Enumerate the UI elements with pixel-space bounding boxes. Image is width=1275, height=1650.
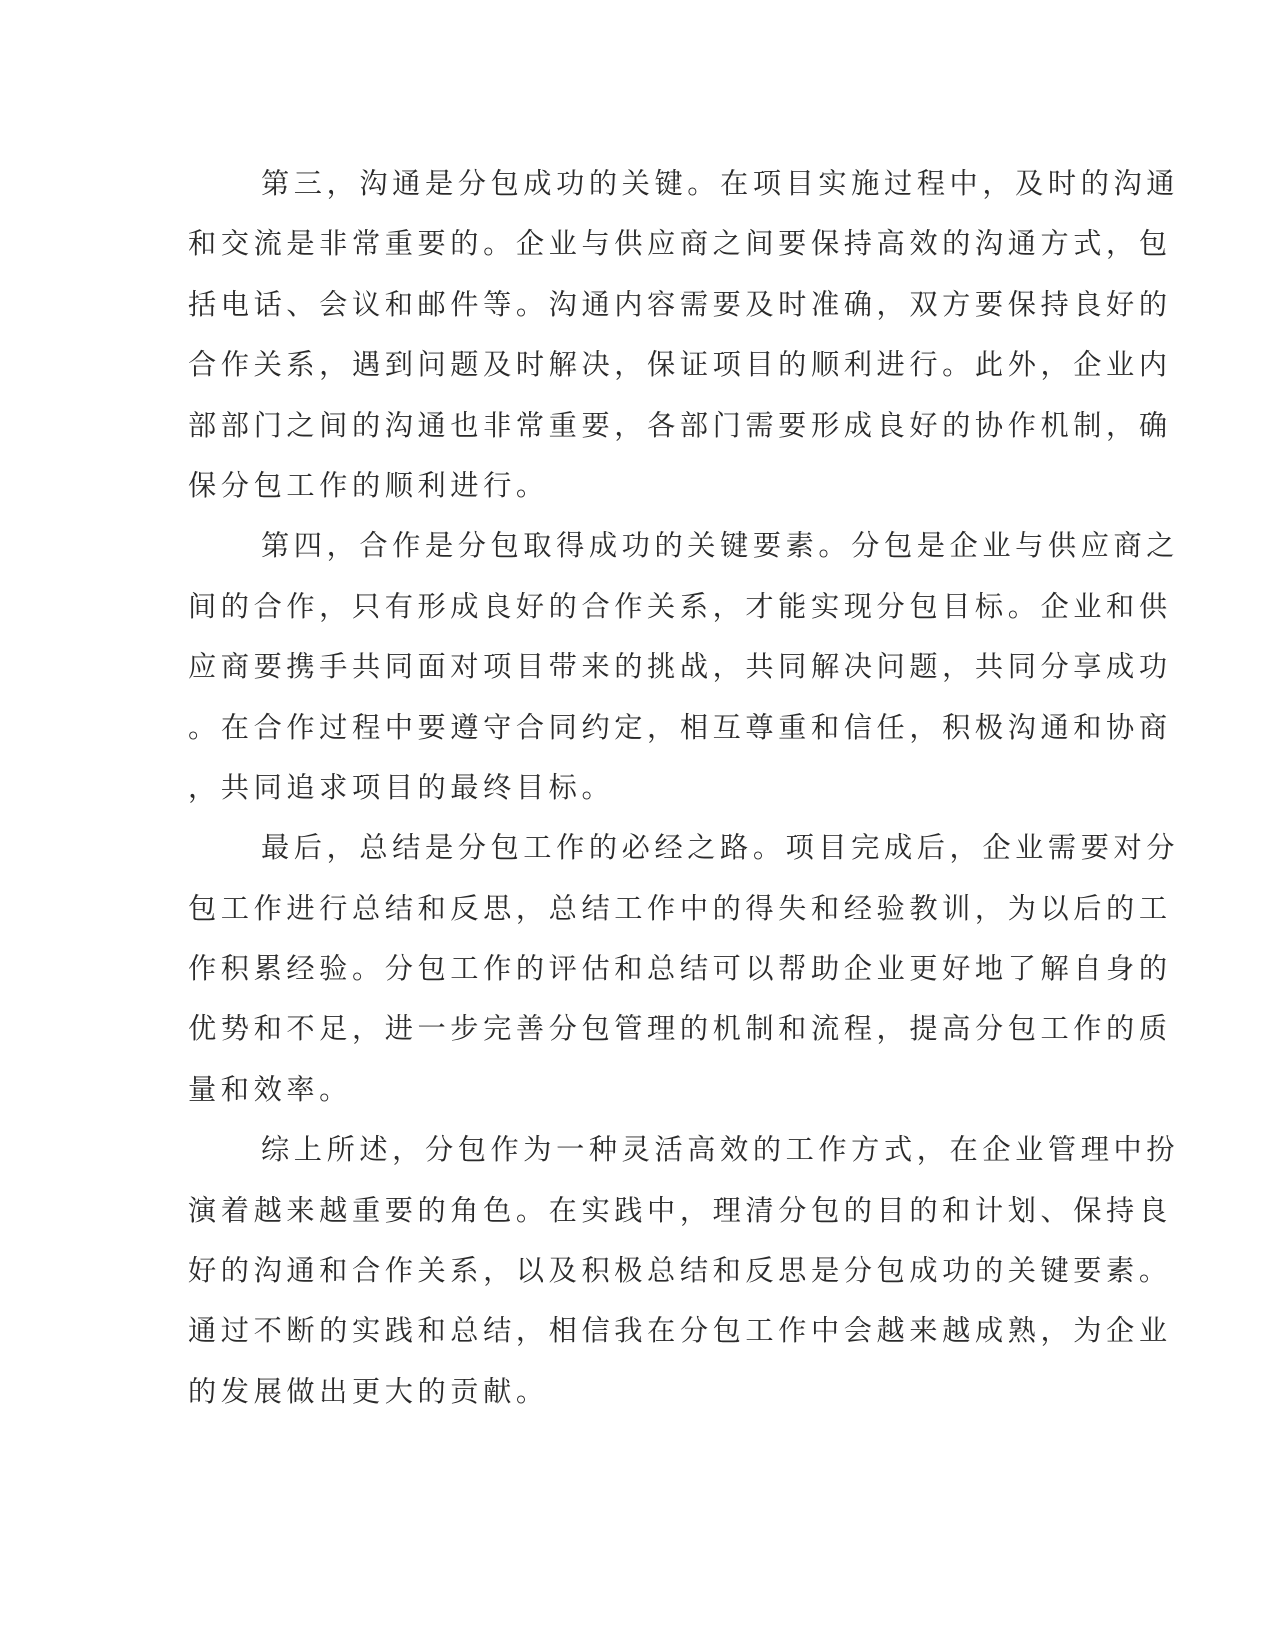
text-line: 综上所述，分包作为一种灵活高效的工作方式，在企业管理中扮 [261, 1133, 1180, 1167]
text-line: 第四，合作是分包取得成功的关键要素。分包是企业与供应商之 [261, 529, 1180, 563]
document-body [188, 164, 1180, 1432]
text-line: 括电话、会议和邮件等。沟通内容需要及时准确，双方要保持良好的 [188, 287, 1172, 321]
paragraph-summary-work [188, 828, 1180, 1130]
text-line: 第三，沟通是分包成功的关键。在项目实施过程中，及时的沟通 [261, 167, 1180, 200]
text-line: 包工作进行总结和反思，总结工作中的得失和经验教训，为以后的工 [188, 891, 1172, 925]
text-line: 应商要携手共同面对项目带来的挑战，共同解决问题，共同分享成功 [188, 650, 1172, 684]
text-line: 量和效率。 [188, 1072, 352, 1106]
text-line: 和交流是非常重要的。企业与供应商之间要保持高效的沟通方式，包 [188, 227, 1172, 261]
text-line: 部部门之间的沟通也非常重要，各部门需要形成良好的协作机制，确 [188, 408, 1172, 442]
text-line: 好的沟通和合作关系，以及积极总结和反思是分包成功的关键要素。 [188, 1254, 1172, 1288]
text-line: 优势和不足，进一步完善分包管理的机制和流程，提高分包工作的质 [188, 1012, 1172, 1046]
text-line: 保分包工作的顺利进行。 [188, 468, 549, 502]
paragraph-conclusion [188, 1130, 1180, 1432]
text-line: 最后，总结是分包工作的必经之路。项目完成后，企业需要对分 [261, 831, 1180, 865]
paragraph-communication [188, 164, 1180, 526]
text-line: 的发展做出更大的贡献。 [188, 1374, 549, 1408]
text-line: ，共同追求项目的最终目标。 [188, 770, 615, 804]
text-line: 合作关系，遇到问题及时解决，保证项目的顺利进行。此外，企业内 [188, 348, 1172, 382]
paragraph-cooperation [188, 526, 1180, 828]
text-line: 。在合作过程中要遵守合同约定，相互尊重和信任，积极沟通和协商 [188, 710, 1172, 744]
text-line: 作积累经验。分包工作的评估和总结可以帮助企业更好地了解自身的 [188, 952, 1172, 986]
text-line: 间的合作，只有形成良好的合作关系，才能实现分包目标。企业和供 [188, 589, 1172, 623]
text-line: 通过不断的实践和总结，相信我在分包工作中会越来越成熟，为企业 [188, 1314, 1172, 1348]
text-line: 演着越来越重要的角色。在实践中，理清分包的目的和计划、保持良 [188, 1193, 1172, 1227]
